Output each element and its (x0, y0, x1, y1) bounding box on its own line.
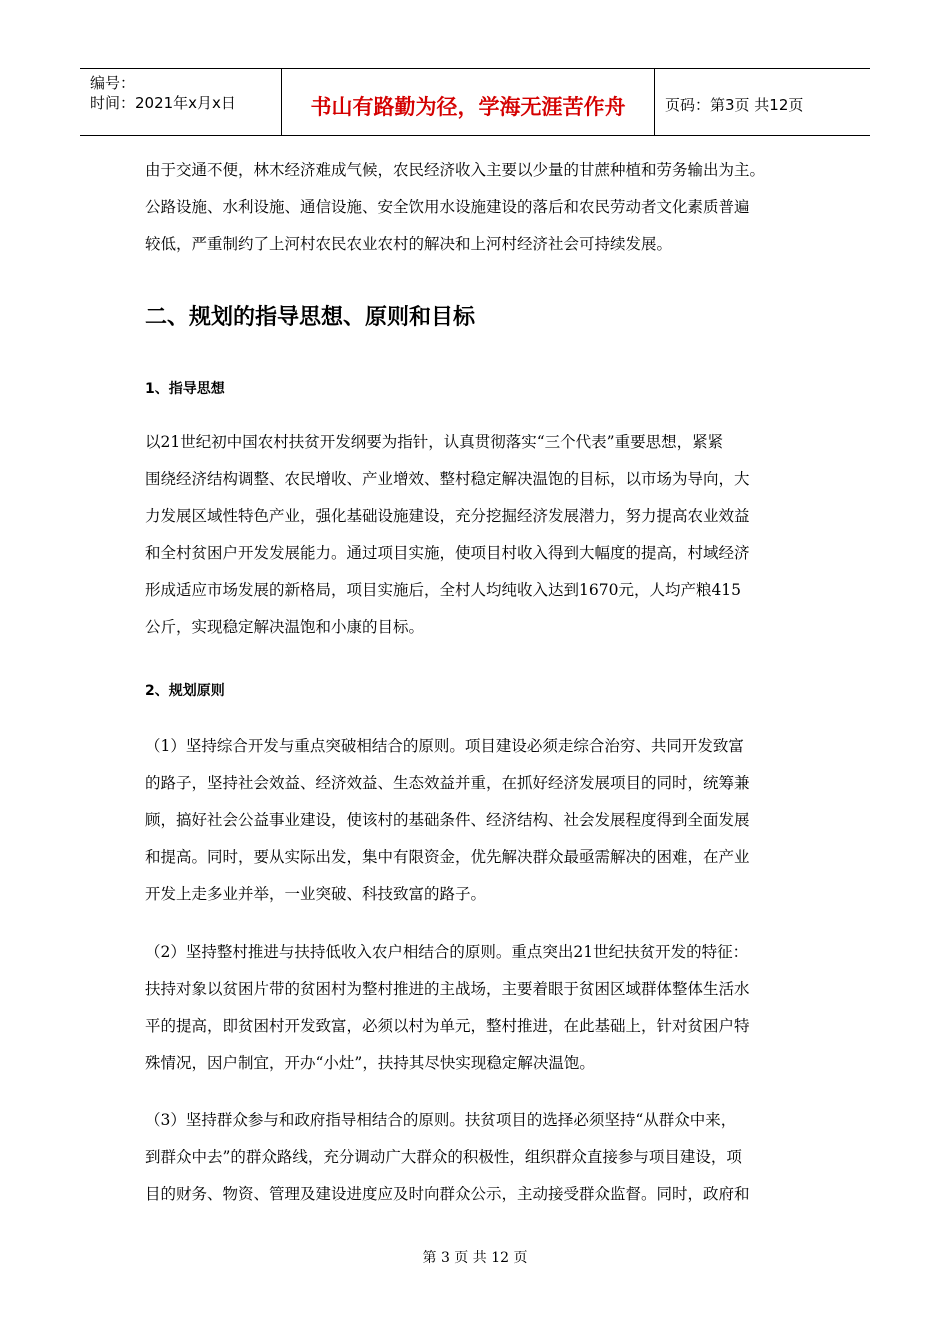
text-line: 公路设施、水利设施、通信设施、安全饮用水设施建设的落后和农民劳动者文化素质普遍 (145, 198, 750, 216)
text-line: 和全村贫困户开发发展能力。通过项目实施，使项目村收入得到大幅度的提高，村域经济 (145, 544, 750, 562)
text-line: 和提高。同时，要从实际出发，集中有限资金，优先解决群众最亟需解决的困难，在产业 (145, 848, 750, 866)
text-line: 目的财务、物资、管理及建设进度应及时向群众公示，主动接受群众监督。同时，政府和 (145, 1185, 750, 1203)
header-table (80, 68, 870, 136)
text-line: 较低，严重制约了上河村农民农业农村的解决和上河村经济社会可持续发展。 (145, 235, 673, 253)
text-line: 形成适应市场发展的新格局，项目实施后，全村人均纯收入达到1670元，人均产粮415 (145, 581, 742, 599)
subsection-heading-1: 1、指导思想 (145, 381, 225, 397)
intro-paragraph (145, 152, 810, 263)
subsection-heading-2: 2、规划原则 (145, 683, 225, 699)
header-motto: 书山有路勤为径，学海无涯苦作舟 (281, 69, 655, 135)
text-line: 力发展区域性特色产业，强化基础设施建设，充分挖掘经济发展潜力，努力提高农业效益 (145, 507, 750, 525)
guiding-thought-paragraph (145, 424, 810, 646)
text-line: 到群众中去”的群众路线，充分调动广大群众的积极性，组织群众直接参与项目建设，项 (145, 1148, 742, 1166)
text-line: 扶持对象以贫困片带的贫困村为整村推进的主战场，主要着眼于贫困区域群体整体生活水 (145, 980, 750, 998)
number-label: 编号： (90, 74, 136, 92)
text-line: 顾，搞好社会公益事业建设，使该村的基础条件、经济结构、社会发展程度得到全面发展 (145, 811, 750, 829)
text-line: 由于交通不便，林木经济难成气候，农民经济收入主要以少量的甘蔗种植和劳务输出为主。 (145, 161, 766, 179)
text-line: 公斤，实现稳定解决温饱和小康的目标。 (145, 618, 425, 636)
section-heading: 二、规划的指导思想、原则和目标 (145, 305, 476, 330)
text-line: 以21世纪初中国农村扶贫开发纲要为指针，认真贯彻落实“三个代表”重要思想，紧紧 (145, 433, 724, 451)
principle-3-paragraph (145, 1102, 810, 1213)
text-line: 的路子，坚持社会效益、经济效益、生态效益并重，在抓好经济发展项目的同时，统筹兼 (145, 774, 750, 792)
text-line: 殊情况，因户制宜，开办“小灶”，扶持其尽快实现稳定解决温饱。 (145, 1054, 595, 1072)
text-line: （3）坚持群众参与和政府指导相结合的原则。扶贫项目的选择必须坚持“从群众中来， (145, 1111, 737, 1129)
page-footer: 第 3 页 共 12 页 (422, 1250, 528, 1266)
principle-2-paragraph (145, 934, 810, 1082)
text-line: 围绕经济结构调整、农民增收、产业增效、整村稳定解决温饱的目标，以市场为导向，大 (145, 470, 750, 488)
text-line: 开发上走多业并举，一业突破、科技致富的路子。 (145, 885, 487, 903)
principle-1-paragraph (145, 728, 810, 913)
time-label: 时间：2021年x月x日 (90, 94, 236, 112)
text-line: 平的提高，即贫困村开发致富，必须以村为单元，整村推进，在此基础上，针对贫困户特 (145, 1017, 750, 1035)
text-line: （2）坚持整村推进与扶持低收入农户相结合的原则。重点突出21世纪扶贫开发的特征： (145, 943, 749, 961)
header-page-info: 页码：第3页 共12页 (665, 95, 804, 114)
header-left-cell (80, 69, 281, 135)
text-line: （1）坚持综合开发与重点突破相结合的原则。项目建设必须走综合治穷、共同开发致富 (145, 737, 744, 755)
